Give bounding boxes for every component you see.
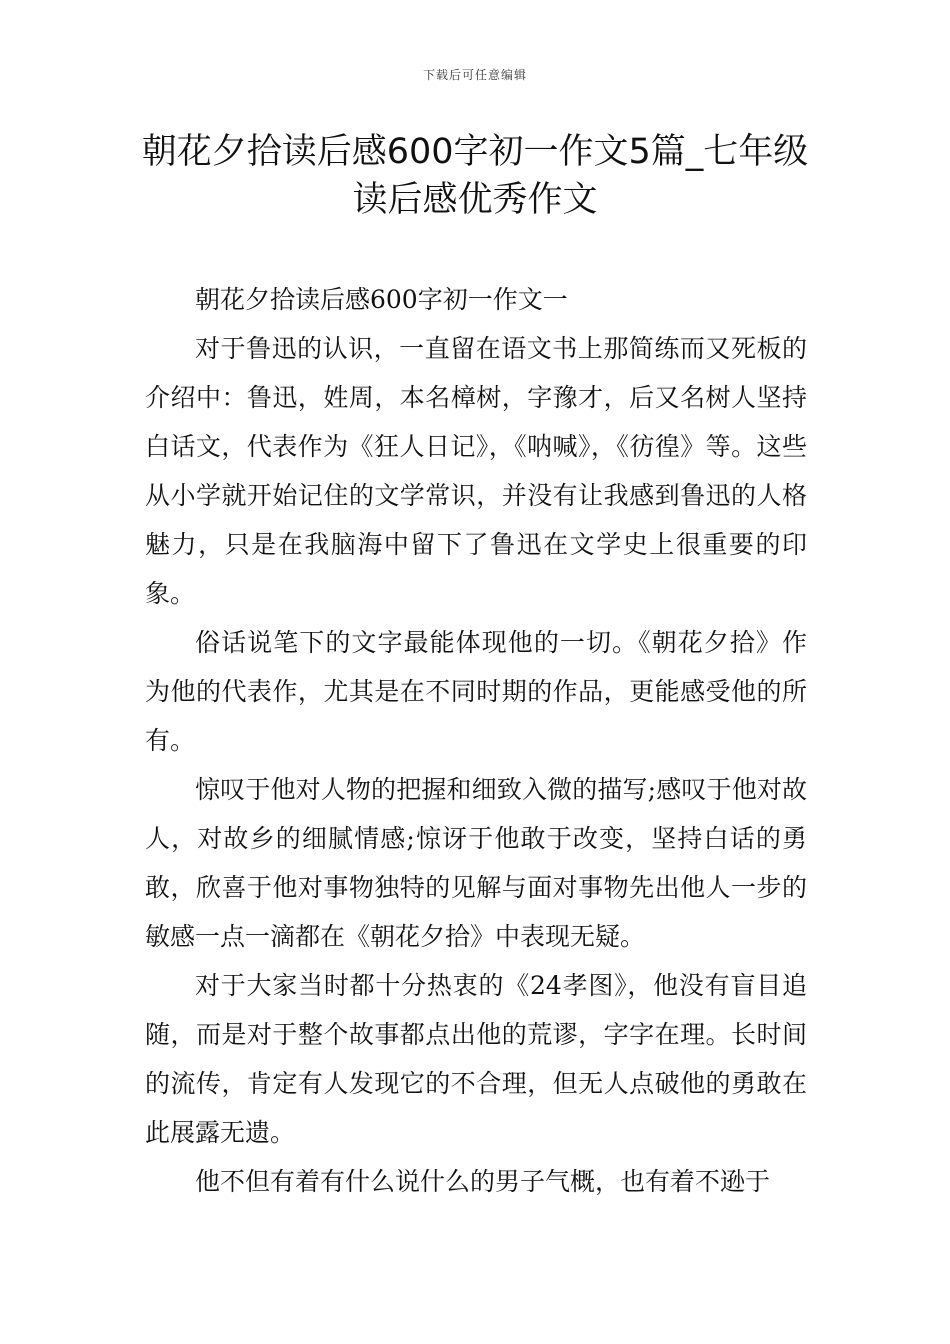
section-subheading: 朝花夕拾读后感600字初一作文一 <box>195 285 568 314</box>
document-title: 朝花夕拾读后感600字初一作文5篇_七年级读后感优秀作文 <box>141 132 809 220</box>
paragraph: 惊叹于他对人物的把握和细致入微的描写;感叹于他对故人，对故乡的细腻情感;惊讶于他敢于改变，坚持白话的勇敢，欣喜于他对事物独特的见解与面对事物先出他人一步的敏感一点一滴都在《朝花夕拾》中表现无疑。 <box>145 775 807 951</box>
paragraph: 对于鲁迅的认识，一直留在语文书上那简练而又死板的介绍中：鲁迅，姓周，本名樟树，字豫才，后又名树人坚持白话文，代表作为《狂人日记》，《呐喊》，《彷徨》等。这些从小学就开始记住的文学常识，并没有让我感到鲁迅的人格魅力，只是在我脑海中留下了鲁迅在文学史上很重要的印象。 <box>145 334 807 608</box>
header-note: 下载后可任意编辑 <box>422 68 527 82</box>
paragraph: 他不但有着有什么说什么的男子气概，也有着不逊于 <box>195 1167 771 1196</box>
paragraph: 俗话说笔下的文字最能体现他的一切。《朝花夕拾》作为他的代表作，尤其是在不同时期的作品，更能感受他的所有。 <box>145 628 807 755</box>
document-body <box>145 275 807 1206</box>
paragraph: 对于大家当时都十分热衷的《24孝图》，他没有盲目追随，而是对于整个故事都点出他的荒谬，字字在理。长时间的流传，肯定有人发现它的不合理，但无人点破他的勇敢在此展露无遗。 <box>145 971 807 1147</box>
